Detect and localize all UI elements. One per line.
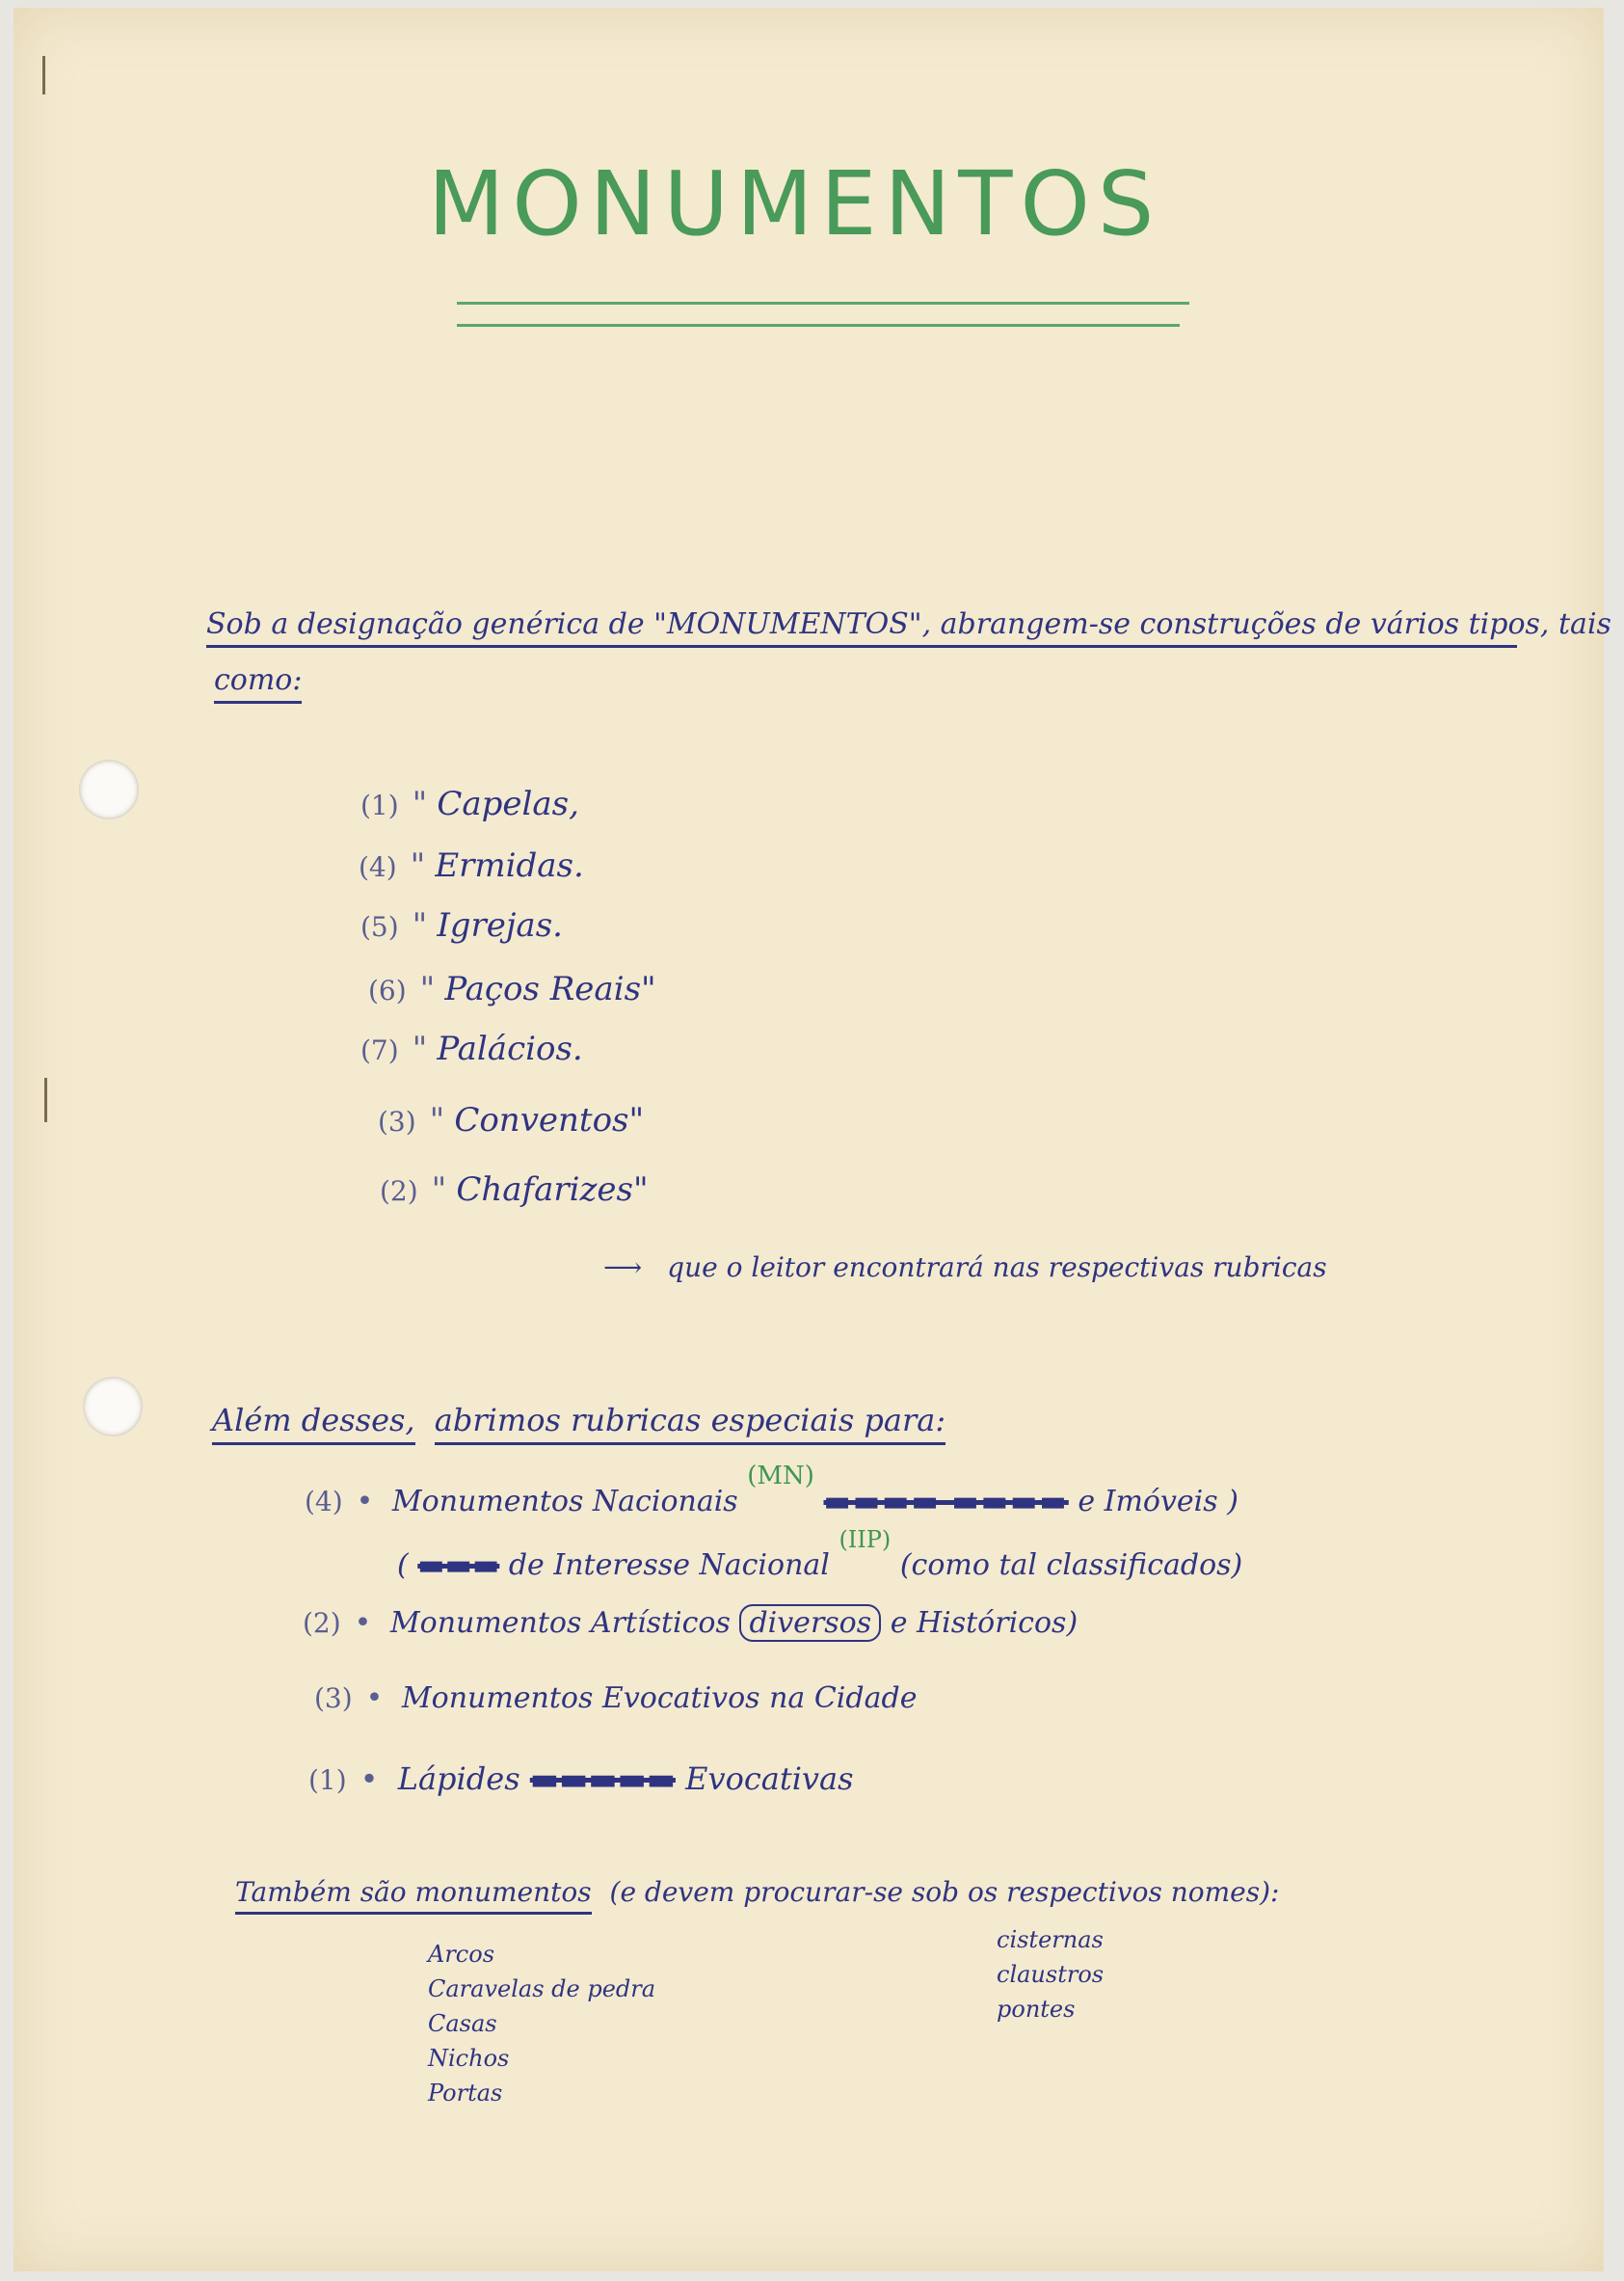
title-underline (457, 324, 1180, 327)
list-item: (5) " Igrejas. (360, 906, 563, 945)
list-item: (4) " Ermidas. (359, 846, 584, 885)
arrow-icon: ⟶ (603, 1251, 643, 1283)
special-item: (2) • Monumentos Artísticos diversos e Históricos) (303, 1606, 1078, 1640)
punch-hole (79, 760, 139, 819)
section2-heading: Além desses, abrimos rubricas especiais para: (212, 1402, 945, 1438)
list-item: (7) " Palácios. (360, 1030, 583, 1068)
list-item: Nichos (428, 2045, 510, 2072)
section3-heading: Também são monumentos (e devem procurar-se sob os respectivos nomes): (235, 1876, 1279, 1908)
list-item: cisternas (997, 1926, 1104, 1953)
page-title: MONUMENTOS (428, 152, 1162, 255)
title-underline (457, 302, 1189, 305)
paper-sheet (13, 8, 1611, 2271)
special-item: (1) • Lápides ▬▬▬▬▬ Evocativas (308, 1760, 854, 1797)
intro-line-2: como: (214, 663, 302, 704)
monuments-list-left (428, 1941, 655, 2107)
margin-mark (44, 1078, 47, 1122)
crossed-out-text: ▬▬▬▬ ▬▬▬▬ (823, 1485, 1069, 1518)
list-item: (3) " Conventos" (378, 1101, 645, 1140)
margin-mark (42, 56, 45, 94)
list-item: (1) " Capelas, (360, 785, 579, 823)
special-item: (3) • Monumentos Evocativos na Cidade (314, 1681, 918, 1715)
punch-hole (83, 1377, 143, 1436)
list-item: (6) " Paços Reais" (368, 970, 656, 1008)
list-item: pontes (997, 1996, 1076, 2023)
arrow-note: ⟶ que o leitor encontrará nas respectivas rubricas (603, 1251, 1327, 1283)
special-item: ( ▬▬▬ de Interesse Nacional $^{(IIP)}$ (como tal classificados) (397, 1526, 1243, 1582)
intro-line-1: Sob a designação genérica de "MONUMENTOS", abrangem-se construções de vários tipos, tais (206, 607, 1517, 648)
monuments-list-right (997, 1926, 1104, 2023)
list-item: Portas (428, 2080, 503, 2107)
special-item: (4) • Monumentos Nacionais (MN) ▬▬▬▬ ▬▬▬▬ e Imóveis ) (305, 1462, 1238, 1518)
list-item: Casas (428, 2010, 497, 2037)
crossed-out-text: ▬▬▬ (417, 1548, 500, 1582)
list-item: claustros (997, 1961, 1105, 1988)
crossed-out-text: ▬▬▬▬▬ (529, 1760, 676, 1797)
list-item: Arcos (428, 1941, 495, 1968)
list-item: (2) " Chafarizes" (380, 1170, 649, 1209)
boxed-word: diversos (739, 1604, 881, 1642)
list-item: Caravelas de pedra (428, 1975, 656, 2002)
